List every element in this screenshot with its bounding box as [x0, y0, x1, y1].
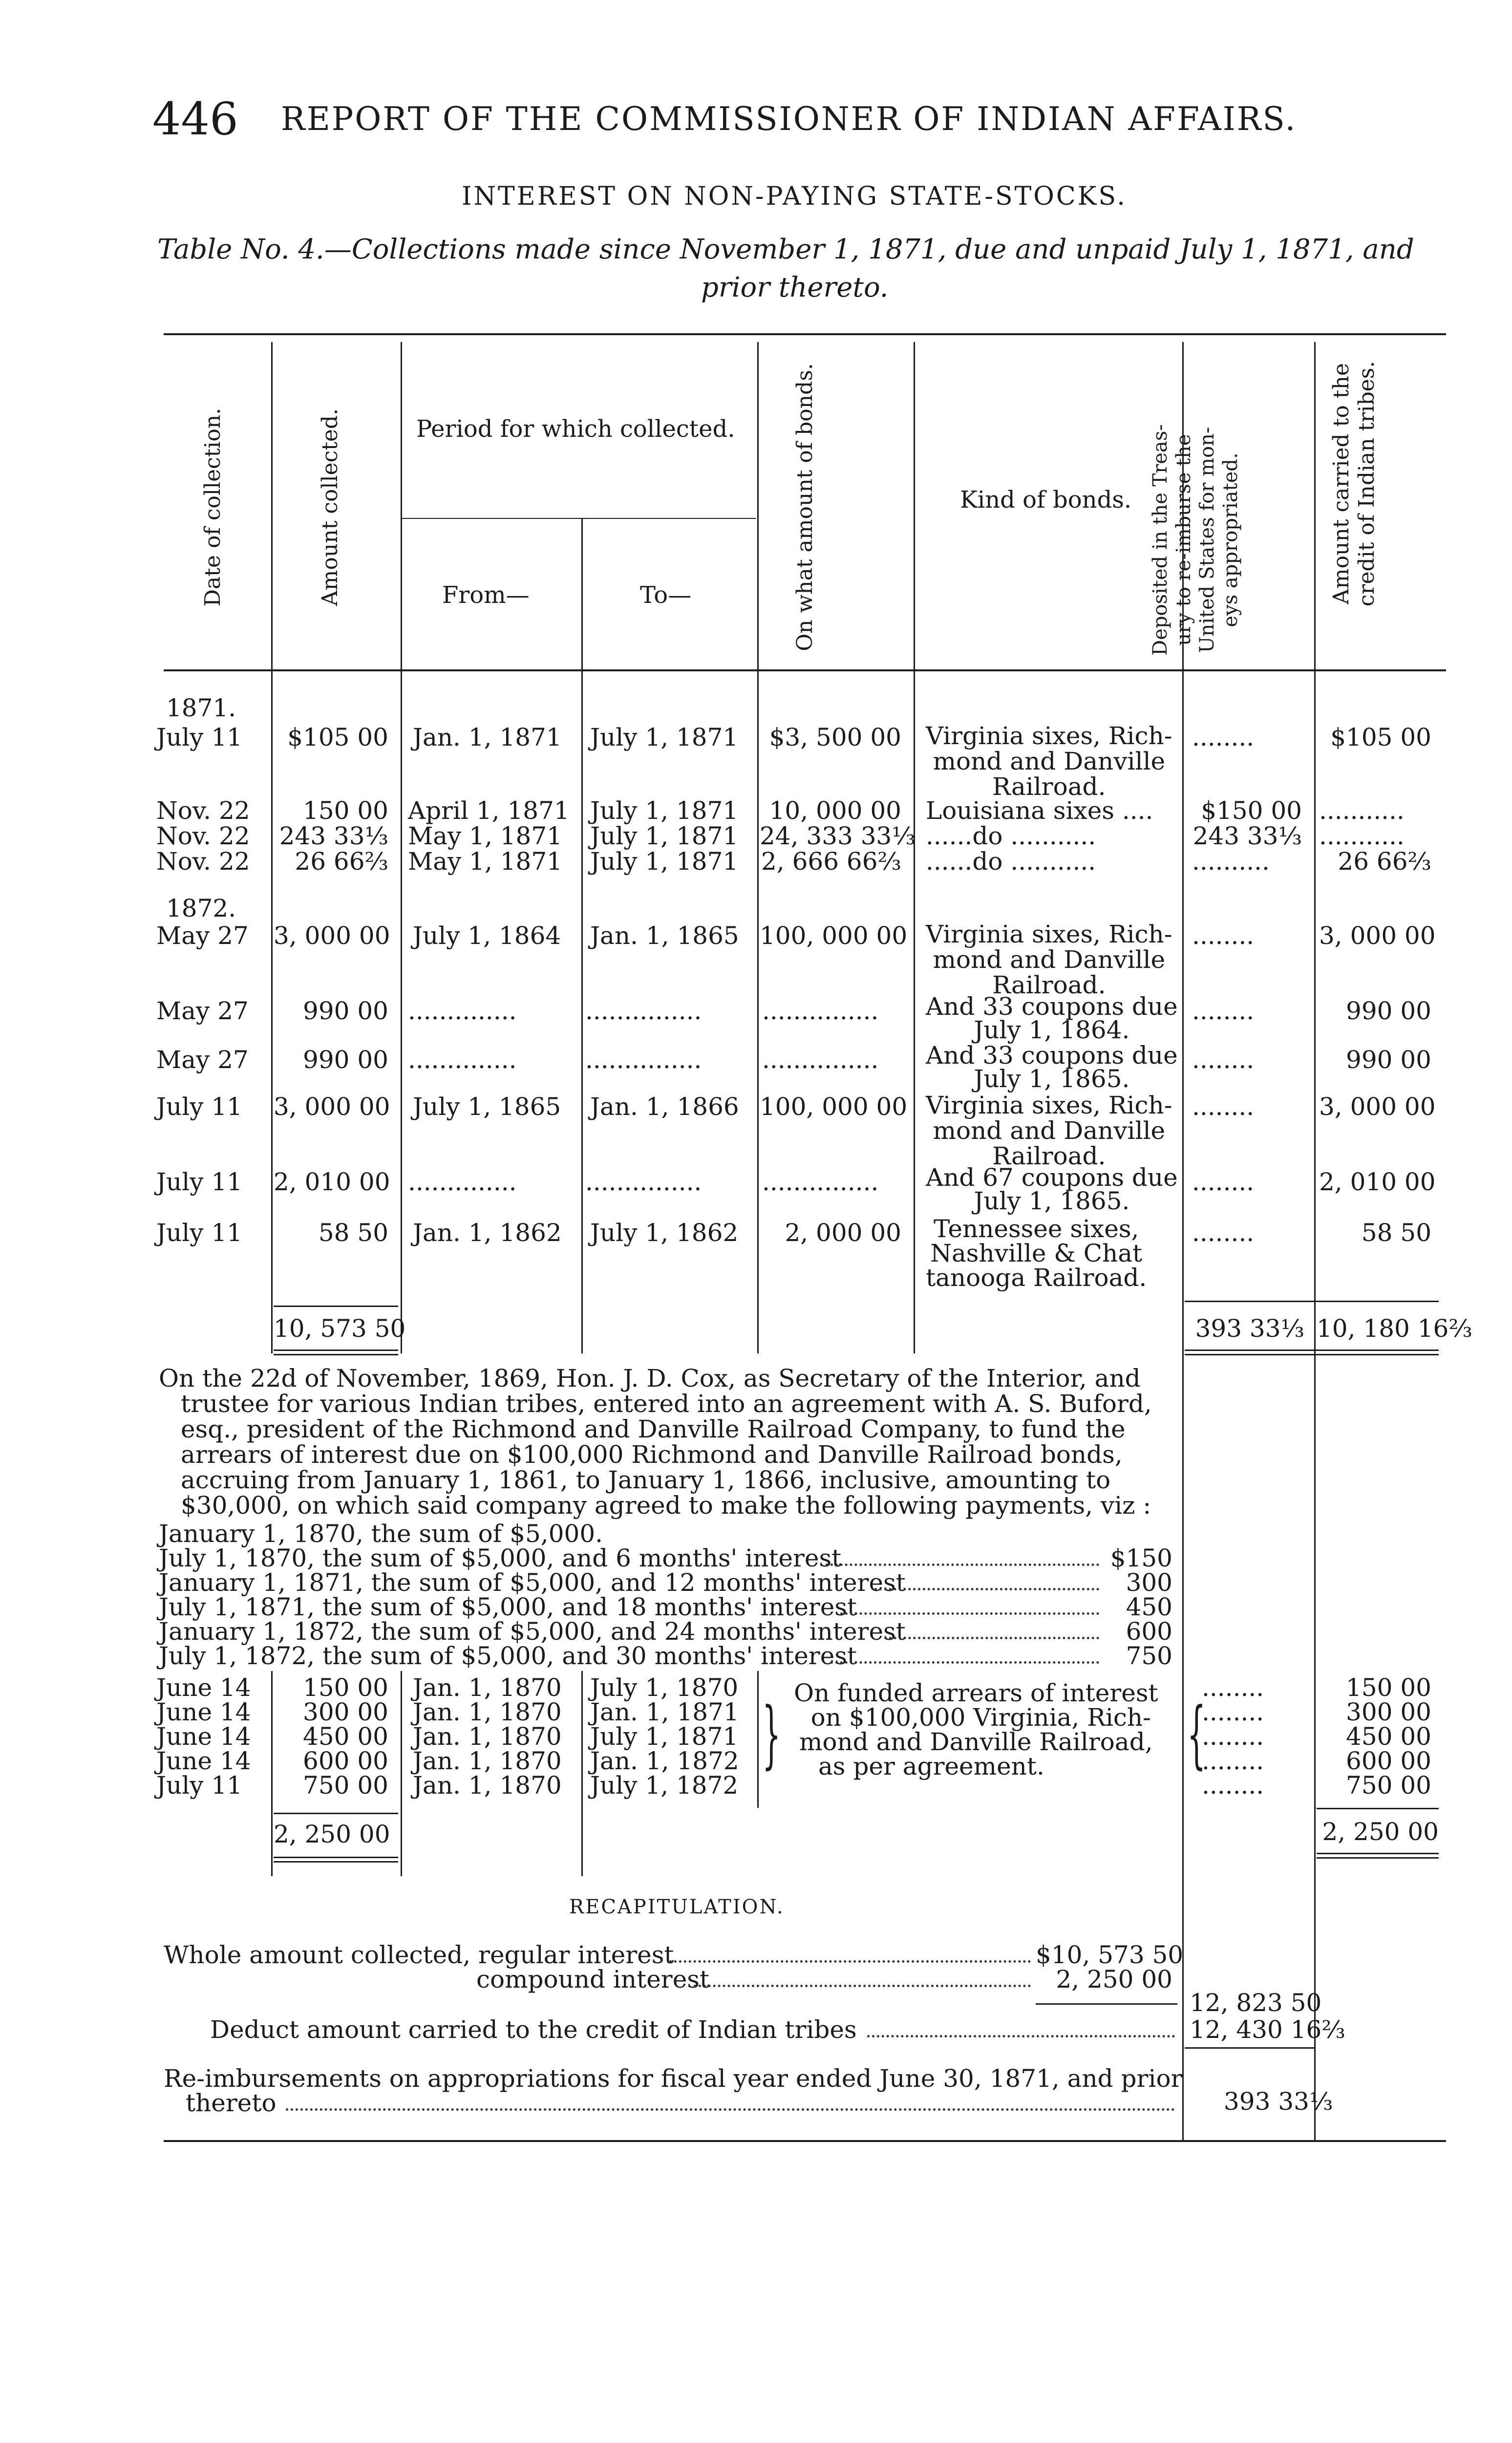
- row-kind-line: Railroad.: [992, 1142, 1106, 1170]
- row-bonds: 2, 666 66⅔: [761, 847, 901, 876]
- recap-deduct-rule: [1185, 2047, 1314, 2049]
- period-divider-rule: [402, 518, 756, 519]
- row-to: July 1, 1871: [590, 796, 739, 825]
- row-kind-line: July 1, 1865.: [974, 1065, 1130, 1093]
- funded-date: June 14: [156, 1722, 251, 1751]
- leader-dots: [831, 1661, 1099, 1664]
- row-from: July 1, 1865: [413, 1093, 561, 1121]
- funded-description-line: On funded arrears of interest: [794, 1679, 1158, 1707]
- row-kind: ......do ...........: [926, 822, 1096, 850]
- row-date: Nov. 22: [156, 796, 250, 825]
- funded-amount: 750 00: [303, 1771, 388, 1800]
- leader-dots: [874, 1588, 1099, 1590]
- leader-dots: [867, 2035, 1175, 2037]
- row-bonds: ...............: [762, 1046, 879, 1074]
- row-kind-line: Virginia sixes, Rich-: [926, 722, 1172, 750]
- row-to: July 1, 1871: [590, 847, 739, 876]
- recap-whole-label: Whole amount collected, regular interest: [164, 1941, 674, 1969]
- total-double-rule: [1185, 1350, 1439, 1355]
- header-deposited-line: United States for mon-: [1196, 427, 1218, 653]
- funded-double-rule: [274, 1857, 398, 1863]
- row-bonds: 100, 000 00: [760, 1093, 908, 1121]
- funded-to: Jan. 1, 1872: [590, 1747, 739, 1775]
- schedule-value: 600: [1126, 1617, 1172, 1646]
- row-deposited: ........: [1192, 1093, 1255, 1121]
- recap-reimb-value: 393 33⅓: [1224, 2087, 1333, 2116]
- funded-amount: 300 00: [303, 1698, 388, 1726]
- leader-dots: [884, 1637, 1099, 1639]
- total-carried: 10, 180 16⅔: [1317, 1314, 1472, 1343]
- section-title: INTEREST ON NON-PAYING STATE-STOCKS.: [462, 182, 1127, 211]
- total-amount: 10, 573 50: [274, 1314, 406, 1343]
- row-bonds: ...............: [762, 997, 879, 1025]
- row-bonds: $3, 500 00: [769, 723, 901, 751]
- row-to: Jan. 1, 1866: [590, 1093, 739, 1121]
- row-date: May 27: [156, 1046, 249, 1074]
- row-amount: 3, 000 00: [274, 921, 390, 950]
- row-to: ...............: [585, 1046, 702, 1074]
- row-carried: $105 00: [1330, 723, 1431, 751]
- bottom-rule: [164, 2140, 1446, 2142]
- subtotal-rule: [1185, 1301, 1439, 1302]
- row-kind-line: And 33 coupons due: [926, 992, 1178, 1021]
- row-deposited: 243 33⅓: [1193, 822, 1302, 850]
- row-kind: [926, 1041, 1178, 1093]
- schedule-value: $150: [1110, 1544, 1172, 1572]
- funded-to: July 1, 1872: [590, 1771, 739, 1800]
- row-deposited: ..........: [1192, 847, 1270, 876]
- row-kind-line: And 33 coupons due: [926, 1041, 1178, 1070]
- header-carried-line: credit of Indian tribes.: [1354, 361, 1379, 607]
- row-carried: 990 00: [1346, 1046, 1431, 1074]
- col-divider: [757, 1671, 759, 1808]
- row-kind: Louisiana sixes ....: [926, 796, 1153, 825]
- row-amount: 150 00: [303, 796, 388, 825]
- total-deposited: 393 33⅓: [1195, 1314, 1304, 1343]
- row-bonds: ...............: [762, 1168, 879, 1196]
- row-kind: [926, 723, 1172, 799]
- note-paragraph: On the 22d of November, 1869, Hon. J. D. Cox, as Secretary of the Interior, and trustee for various Indian tribes, entered into an agreement with A. S. Buford, esq., president of the Richmond and Danville Railroad Company, to fund the arrears of interest due on $100,000 Richmond and Danville Railroad bonds, accruing from January 1, 1861, to January 1, 1866, inclusive, amounting to $30,000, on which said company agreed to make the following payments, viz :: [159, 1364, 1152, 1520]
- row-kind: ......do ...........: [926, 847, 1096, 876]
- row-deposited: ........: [1192, 1046, 1255, 1074]
- funded-from: Jan. 1, 1870: [413, 1673, 562, 1702]
- row-bonds: 24, 333 33⅓: [760, 822, 916, 850]
- row-date: July 11: [156, 1219, 243, 1247]
- funded-deposited: ........: [1202, 1673, 1264, 1702]
- row-amount: 3, 000 00: [274, 1093, 390, 1121]
- row-deposited: ........: [1192, 921, 1255, 950]
- funded-carried: 450 00: [1346, 1722, 1431, 1751]
- funded-deposited: ........: [1202, 1771, 1264, 1800]
- funded-to: Jan. 1, 1871: [590, 1698, 739, 1726]
- row-amount: $105 00: [287, 723, 388, 751]
- row-kind-line: And 67 coupons due: [926, 1163, 1178, 1192]
- row-amount: 243 33⅓: [279, 822, 388, 850]
- row-kind-line: mond and Danville: [933, 945, 1166, 974]
- row-kind: [926, 1163, 1178, 1215]
- schedule-line: July 1, 1870, the sum of $5,000, and 6 months' interest: [159, 1544, 842, 1572]
- row-amount: 26 66⅔: [295, 847, 388, 876]
- recap-title: RECAPITULATION.: [569, 1896, 785, 1918]
- row-kind-line: mond and Danville: [933, 747, 1166, 775]
- row-deposited: ........: [1192, 723, 1255, 751]
- recap-reimb-label-2: thereto: [186, 2089, 277, 2117]
- running-title: REPORT OF THE COMMISSIONER OF INDIAN AFFAIRS.: [281, 100, 1297, 138]
- schedule-line: July 1, 1871, the sum of $5,000, and 18 months' interest: [159, 1593, 857, 1621]
- row-carried: 990 00: [1346, 997, 1431, 1025]
- recap-deduct-label: Deduct amount carried to the credit of Indian tribes: [210, 2015, 857, 2044]
- table-title-line-1: Table No. 4.—Collections made since November 1, 1871, due and unpaid July 1, 1871, and: [157, 234, 1414, 265]
- row-date: July 11: [156, 1168, 243, 1196]
- funded-date: June 14: [156, 1747, 251, 1775]
- schedule-value: 750: [1126, 1642, 1172, 1670]
- row-to: Jan. 1, 1865: [590, 921, 739, 950]
- funded-description-line: mond and Danville Railroad,: [799, 1728, 1153, 1756]
- funded-carried: 750 00: [1346, 1771, 1431, 1800]
- funded-total-amount: 2, 250 00: [274, 1820, 390, 1848]
- subtotal-rule: [274, 1306, 398, 1307]
- row-to: ...............: [585, 1168, 702, 1196]
- funded-amount: 600 00: [303, 1747, 388, 1775]
- recap-reimb-label-1: Re-imbursements on appropriations for fiscal year ended June 30, 1871, and prior: [164, 2064, 1183, 2093]
- funded-total-rule: [1317, 1808, 1439, 1809]
- row-from: Jan. 1, 1862: [413, 1219, 562, 1247]
- funded-description-line: on $100,000 Virginia, Rich-: [810, 1703, 1151, 1732]
- funded-date: July 11: [156, 1771, 243, 1800]
- year-label: 1871.: [166, 694, 236, 722]
- row-amount: 990 00: [303, 997, 388, 1025]
- row-carried: ...........: [1319, 796, 1405, 825]
- leader-dots: [286, 2108, 1175, 2111]
- row-amount: 990 00: [303, 1046, 388, 1074]
- header-period: Period for which collected.: [416, 415, 735, 443]
- funded-deposited: ........: [1202, 1747, 1264, 1775]
- funded-carried: 600 00: [1346, 1747, 1431, 1775]
- funded-total-carried: 2, 250 00: [1322, 1818, 1439, 1846]
- funded-description-line: as per agreement.: [818, 1752, 1044, 1780]
- row-date: May 27: [156, 997, 249, 1025]
- row-carried: 3, 000 00: [1319, 921, 1436, 950]
- recap-compound-value: 2, 250 00: [1056, 1965, 1172, 1993]
- recap-whole-value: $10, 573 50: [1036, 1941, 1184, 1969]
- col-divider: [271, 342, 273, 1353]
- table-top-rule: [164, 333, 1446, 335]
- funded-from: Jan. 1, 1870: [413, 1747, 562, 1775]
- row-carried: 26 66⅔: [1338, 847, 1431, 876]
- funded-from: Jan. 1, 1870: [413, 1771, 562, 1800]
- header-on-what-amount: On what amount of bonds.: [792, 363, 817, 651]
- col-divider: [271, 1671, 273, 1876]
- row-from: July 1, 1864: [413, 921, 561, 950]
- row-from: ..............: [408, 1046, 517, 1074]
- funded-carried: 300 00: [1346, 1698, 1431, 1726]
- left-brace-icon: {: [1187, 1692, 1206, 1777]
- header-from: From—: [442, 581, 530, 609]
- header-deposited-line: ury to re-imburse the: [1172, 434, 1195, 646]
- header-deposited-line: eys appropriated.: [1219, 452, 1242, 627]
- row-from: ..............: [408, 997, 517, 1025]
- row-kind-line: tanooga Railroad.: [926, 1264, 1147, 1292]
- schedule-value: 300: [1126, 1568, 1172, 1597]
- schedule-value: 450: [1126, 1593, 1172, 1621]
- row-carried: 2, 010 00: [1319, 1168, 1436, 1196]
- header-deposited-line: Deposited in the Treas-: [1149, 424, 1171, 656]
- row-deposited: ........: [1192, 1219, 1255, 1247]
- row-kind-line: July 1, 1865.: [974, 1187, 1130, 1215]
- row-kind-line: Nashville & Chat: [930, 1239, 1143, 1267]
- leader-dots: [826, 1564, 1099, 1566]
- recap-compound-label: compound interest: [476, 1965, 710, 1993]
- leader-dots: [669, 1960, 1031, 1963]
- header-carried-line: Amount carried to the: [1329, 363, 1354, 604]
- row-from: ..............: [408, 1168, 517, 1196]
- row-amount: 2, 010 00: [274, 1168, 390, 1196]
- row-deposited: $150 00: [1201, 796, 1302, 825]
- row-deposited: ........: [1192, 997, 1255, 1025]
- recap-sum-rule: [1036, 2003, 1177, 2005]
- funded-from: Jan. 1, 1870: [413, 1722, 562, 1751]
- page-number: 446: [152, 93, 238, 145]
- funded-amount: 450 00: [303, 1722, 388, 1751]
- year-label: 1872.: [166, 894, 236, 922]
- row-date: May 27: [156, 921, 249, 950]
- row-amount: 58 50: [318, 1219, 388, 1247]
- row-date: July 11: [156, 723, 243, 751]
- table-title-line-2: prior thereto.: [701, 272, 889, 303]
- row-bonds: 100, 000 00: [760, 921, 908, 950]
- row-date: Nov. 22: [156, 847, 250, 876]
- row-to: July 1, 1871: [590, 723, 739, 751]
- row-bonds: 10, 000 00: [769, 796, 901, 825]
- schedule-line: January 1, 1872, the sum of $5,000, and 24 months' interest: [159, 1617, 906, 1646]
- row-to: ...............: [585, 997, 702, 1025]
- col-divider: [401, 1671, 402, 1876]
- header-amount: Amount collected.: [318, 408, 342, 606]
- row-bonds: 2, 000 00: [785, 1219, 901, 1247]
- funded-amount: 150 00: [303, 1673, 388, 1702]
- header-kind: Kind of bonds.: [960, 486, 1132, 514]
- row-kind-line: mond and Danville: [933, 1116, 1166, 1145]
- right-brace-icon: }: [762, 1692, 781, 1777]
- row-to: July 1, 1862: [590, 1219, 739, 1247]
- row-to: July 1, 1871: [590, 822, 739, 850]
- header-to: To—: [640, 581, 692, 609]
- schedule-line: January 1, 1871, the sum of $5,000, and 12 months' interest: [159, 1568, 906, 1597]
- leader-dots: [840, 1612, 1099, 1615]
- col-divider: [757, 342, 759, 1353]
- funded-total-rule: [274, 1813, 398, 1814]
- row-kind: [926, 992, 1178, 1044]
- row-from: April 1, 1871: [408, 796, 570, 825]
- funded-to: July 1, 1870: [590, 1673, 739, 1702]
- row-date: Nov. 22: [156, 822, 250, 850]
- row-from: May 1, 1871: [408, 847, 562, 876]
- header-carried: [1229, 357, 1512, 660]
- funded-date: June 14: [156, 1673, 251, 1702]
- row-carried: ...........: [1319, 822, 1405, 850]
- row-from: May 1, 1871: [408, 822, 562, 850]
- funded-deposited: ........: [1202, 1698, 1264, 1726]
- row-date: July 11: [156, 1093, 243, 1121]
- funded-deposited: ........: [1202, 1722, 1264, 1751]
- row-kind: [926, 1093, 1172, 1169]
- funded-from: Jan. 1, 1870: [413, 1698, 562, 1726]
- schedule-line: January 1, 1870, the sum of $5,000.: [159, 1520, 603, 1548]
- funded-date: June 14: [156, 1698, 251, 1726]
- row-kind-line: July 1, 1864.: [974, 1016, 1130, 1044]
- funded-double-rule: [1317, 1853, 1439, 1859]
- row-kind-line: Virginia sixes, Rich-: [926, 920, 1172, 948]
- schedule-line: July 1, 1872, the sum of $5,000, and 30 months' interest: [159, 1642, 857, 1670]
- funded-description: [794, 1681, 1158, 1779]
- row-kind-line: Railroad.: [992, 772, 1106, 801]
- leader-dots: [694, 1985, 1031, 1987]
- funded-to: July 1, 1871: [590, 1722, 739, 1751]
- recap-deduct-value: 12, 430 16⅔: [1190, 2015, 1345, 2044]
- row-kind: [926, 1217, 1147, 1290]
- funded-carried: 150 00: [1346, 1673, 1431, 1702]
- row-kind-line: Railroad.: [992, 971, 1106, 999]
- total-double-rule: [274, 1350, 398, 1355]
- row-from: Jan. 1, 1871: [413, 723, 562, 751]
- row-kind-line: Tennessee sixes,: [933, 1215, 1139, 1243]
- row-deposited: ........: [1192, 1168, 1255, 1196]
- col-divider: [581, 1671, 583, 1876]
- recap-sum-value: 12, 823 50: [1190, 1989, 1322, 2017]
- header-date: Date of collection.: [200, 407, 225, 607]
- col-divider: [401, 342, 402, 1353]
- row-carried: 58 50: [1361, 1219, 1431, 1247]
- row-kind: [926, 921, 1172, 998]
- col-divider: [581, 518, 583, 1353]
- row-kind-line: Virginia sixes, Rich-: [926, 1091, 1172, 1119]
- row-carried: 3, 000 00: [1319, 1093, 1436, 1121]
